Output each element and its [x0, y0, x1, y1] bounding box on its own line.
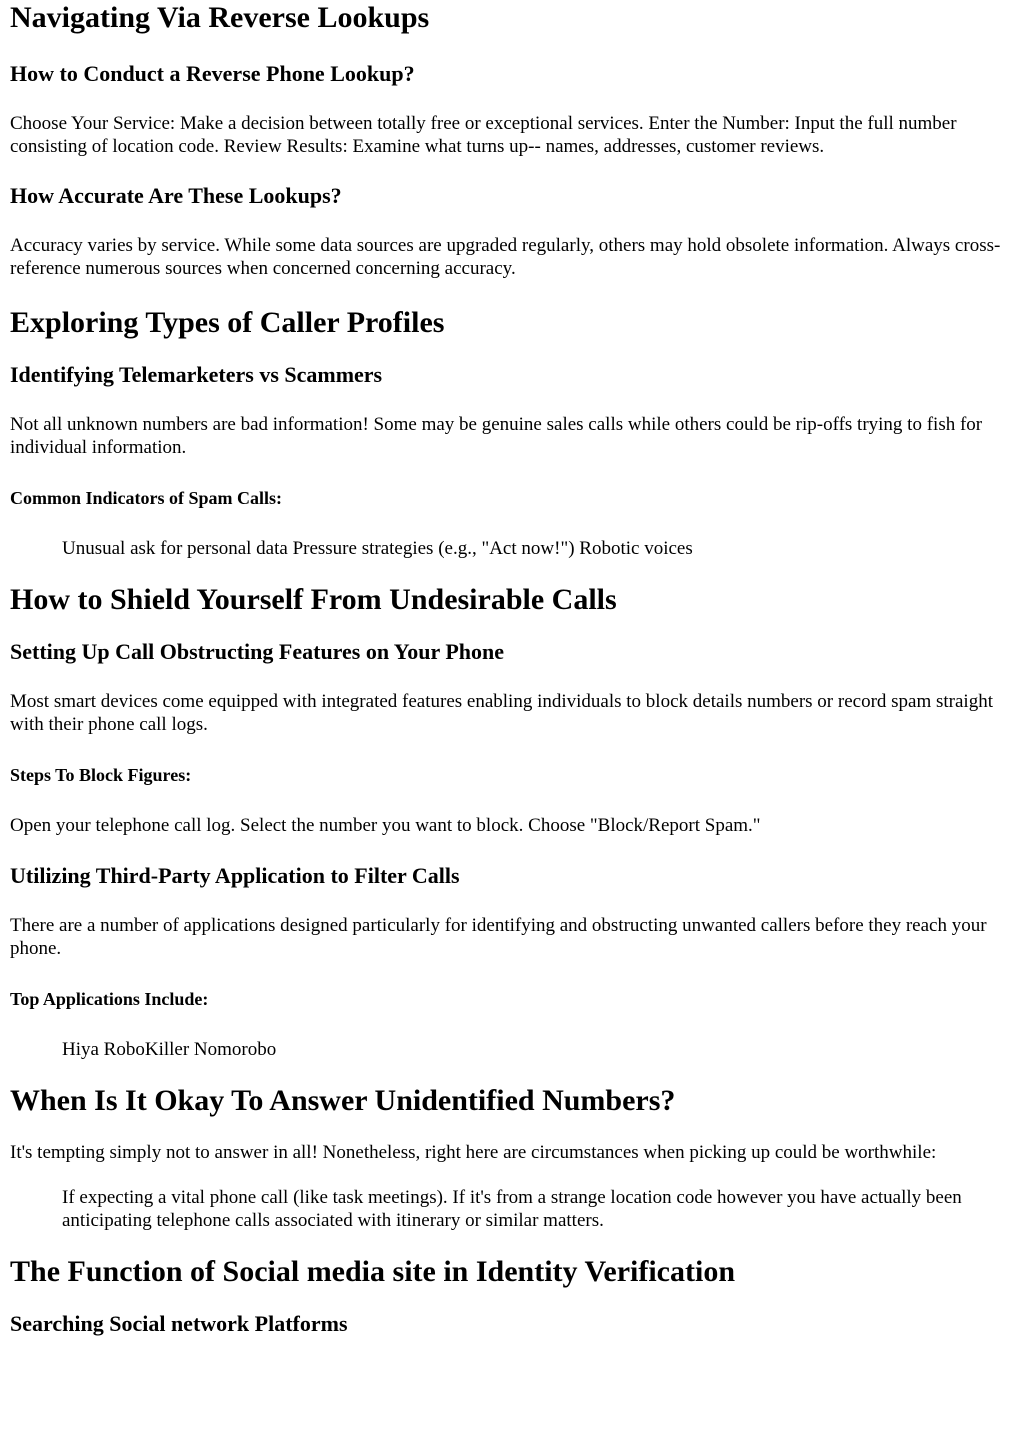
list-answer-circumstances: If expecting a vital phone call (like task meetings). If it's from a strange location code however you have actually been anticipating telephone calls associated with itinerary or similar matters. [62, 1187, 962, 1231]
heading-steps-to-block: Steps To Block Figures: [10, 765, 192, 785]
paragraph-unknown-numbers: Not all unknown numbers are bad information! Some may be genuine sales calls while others could be rip-offs trying to fish for individual information. [10, 414, 983, 458]
paragraph-block-steps: Open your telephone call log. Select the number you want to block. Choose "Block/Report Spam." [10, 815, 761, 836]
heading-shield-yourself: How to Shield Yourself From Undesirable Calls [10, 583, 617, 616]
paragraph-smart-devices: Most smart devices come equipped with integrated features enabling individuals to block details numbers or record spam straight with their phone call logs. [10, 691, 993, 735]
paragraph-tempting: It's tempting simply not to answer in all! Nonetheless, right here are circumstances when picking up could be worthwhile: [10, 1142, 937, 1163]
heading-social-media-verification: The Function of Social media site in Identity Verification [10, 1255, 736, 1288]
heading-searching-social-platforms: Searching Social network Platforms [10, 1311, 348, 1336]
heading-exploring-caller-profiles: Exploring Types of Caller Profiles [10, 306, 445, 339]
heading-spam-indicators: Common Indicators of Spam Calls: [10, 488, 283, 508]
heading-third-party-apps: Utilizing Third-Party Application to Filter Calls [10, 863, 460, 888]
paragraph-applications: There are a number of applications designed particularly for identifying and obstructing unwanted callers before they reach your phone. [10, 915, 987, 959]
heading-navigating-reverse-lookups: Navigating Via Reverse Lookups [10, 1, 430, 34]
paragraph-lookup-steps: Choose Your Service: Make a decision between totally free or exceptional services. Enter the Number: Input the full number consisting of location code. Review Results: Examine what turns up-- names, addresses, customer reviews. [10, 113, 957, 157]
paragraph-accuracy: Accuracy varies by service. While some data sources are upgraded regularly, others may hold obsolete information. Always cross-reference numerous sources when concerned concerning accuracy. [10, 235, 1001, 279]
heading-how-accurate: How Accurate Are These Lookups? [10, 183, 342, 208]
list-top-applications: Hiya RoboKiller Nomorobo [62, 1039, 277, 1060]
heading-when-to-answer: When Is It Okay To Answer Unidentified Numbers? [10, 1084, 676, 1117]
heading-how-to-conduct-lookup: How to Conduct a Reverse Phone Lookup? [10, 61, 415, 86]
heading-call-obstructing-features: Setting Up Call Obstructing Features on Your Phone [10, 639, 505, 664]
heading-top-applications: Top Applications Include: [10, 989, 209, 1009]
heading-telemarketers-vs-scammers: Identifying Telemarketers vs Scammers [10, 362, 383, 387]
list-spam-indicators: Unusual ask for personal data Pressure strategies (e.g., "Act now!") Robotic voices [62, 538, 693, 559]
